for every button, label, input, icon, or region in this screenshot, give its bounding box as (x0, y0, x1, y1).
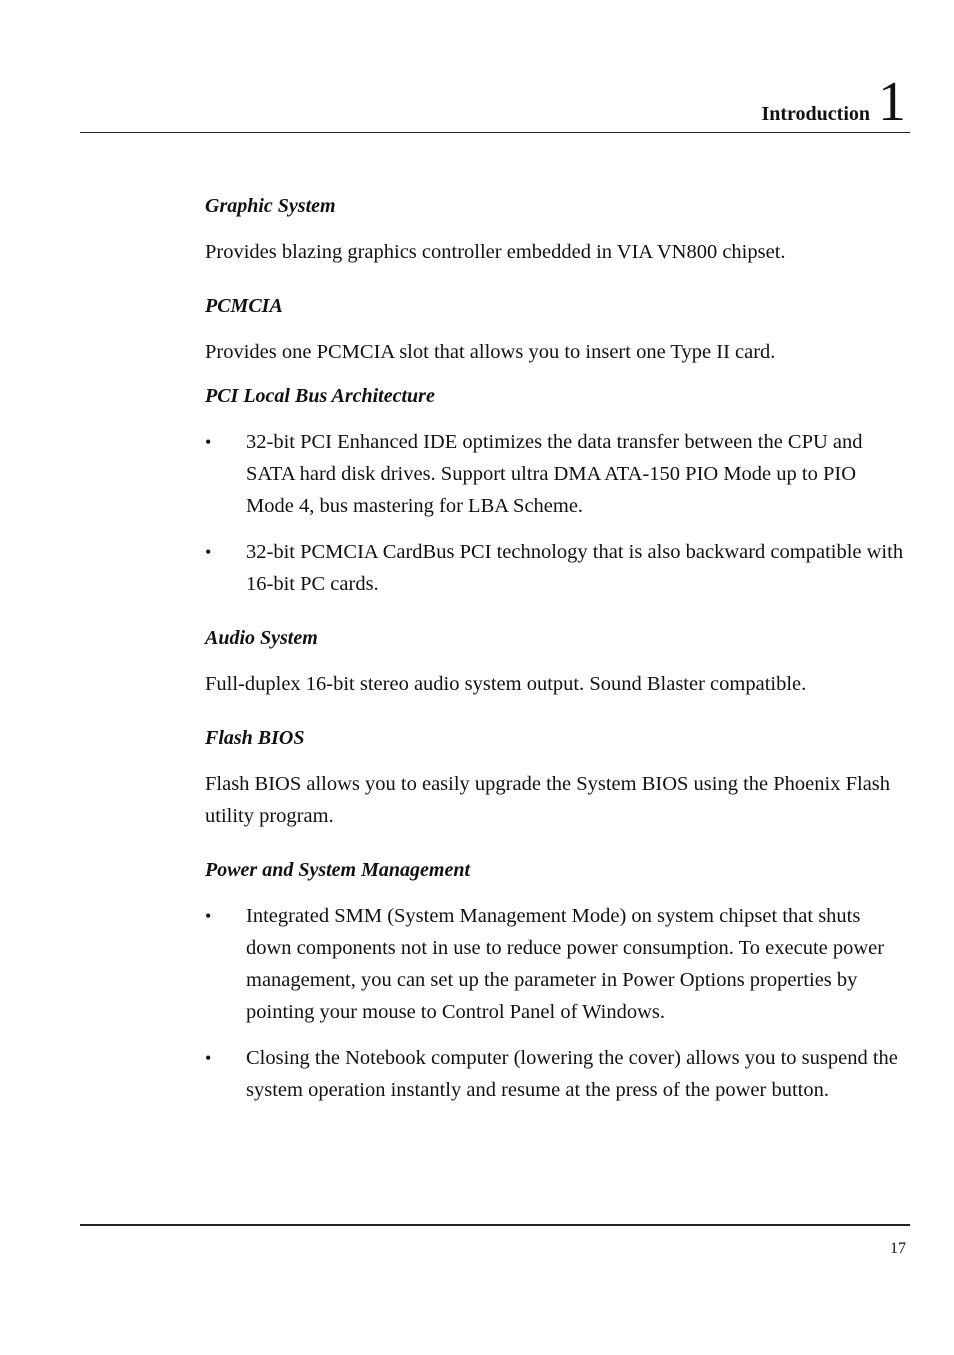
bullet-list (205, 900, 905, 1106)
list-item (205, 426, 905, 522)
section-heading: Graphic System (205, 195, 336, 217)
bullet-icon: • (205, 906, 212, 926)
bullet-icon: • (205, 432, 212, 452)
list-item-text: 32-bit PCMCIA CardBus PCI technology that is also backward compatible with 16-bit PC cards. (246, 541, 904, 595)
section-pcmcia (205, 290, 905, 368)
section-pci-local-bus (205, 380, 905, 600)
section-paragraph: Provides one PCMCIA slot that allows you to insert one Type II card. (205, 341, 776, 363)
section-audio-system (205, 622, 905, 700)
bullet-icon: • (205, 542, 212, 562)
bullet-list (205, 426, 905, 600)
list-item (205, 536, 905, 600)
section-heading: PCI Local Bus Architecture (205, 385, 435, 407)
list-item (205, 900, 905, 1028)
page-header (80, 70, 910, 133)
chapter-title: Introduction (761, 103, 870, 125)
section-heading: PCMCIA (205, 295, 283, 317)
chapter-heading (761, 71, 906, 133)
section-paragraph: Flash BIOS allows you to easily upgrade the System BIOS using the Phoenix Flash utility program. (205, 773, 891, 827)
footer-divider (80, 1224, 910, 1226)
page-content (205, 190, 905, 1106)
section-power-management (205, 854, 905, 1106)
page-number: 17 (890, 1240, 906, 1257)
bullet-icon: • (205, 1048, 212, 1068)
list-item-text: Integrated SMM (System Management Mode) on system chipset that shuts down components not in use to reduce power consumption. To execute power management, you can set up the parameter in Power Options properties by pointing your mouse to Control Panel of Windows. (246, 905, 885, 1023)
list-item-text: Closing the Notebook computer (lowering the cover) allows you to suspend the system operation instantly and resume at the press of the power button. (246, 1047, 898, 1101)
section-graphic-system (205, 190, 905, 268)
list-item (205, 1042, 905, 1106)
list-item-text: 32-bit PCI Enhanced IDE optimizes the data transfer between the CPU and SATA hard disk drives. Support ultra DMA ATA-150 PIO Mode up to PIO Mode 4, bus mastering for LBA Scheme. (246, 431, 863, 517)
section-heading: Power and System Management (205, 859, 471, 881)
chapter-number: 1 (878, 71, 906, 133)
section-paragraph: Full-duplex 16-bit stereo audio system output. Sound Blaster compatible. (205, 673, 807, 695)
section-heading: Audio System (205, 627, 318, 649)
section-paragraph: Provides blazing graphics controller embedded in VIA VN800 chipset. (205, 241, 786, 263)
section-heading: Flash BIOS (205, 727, 305, 749)
section-flash-bios (205, 722, 905, 832)
